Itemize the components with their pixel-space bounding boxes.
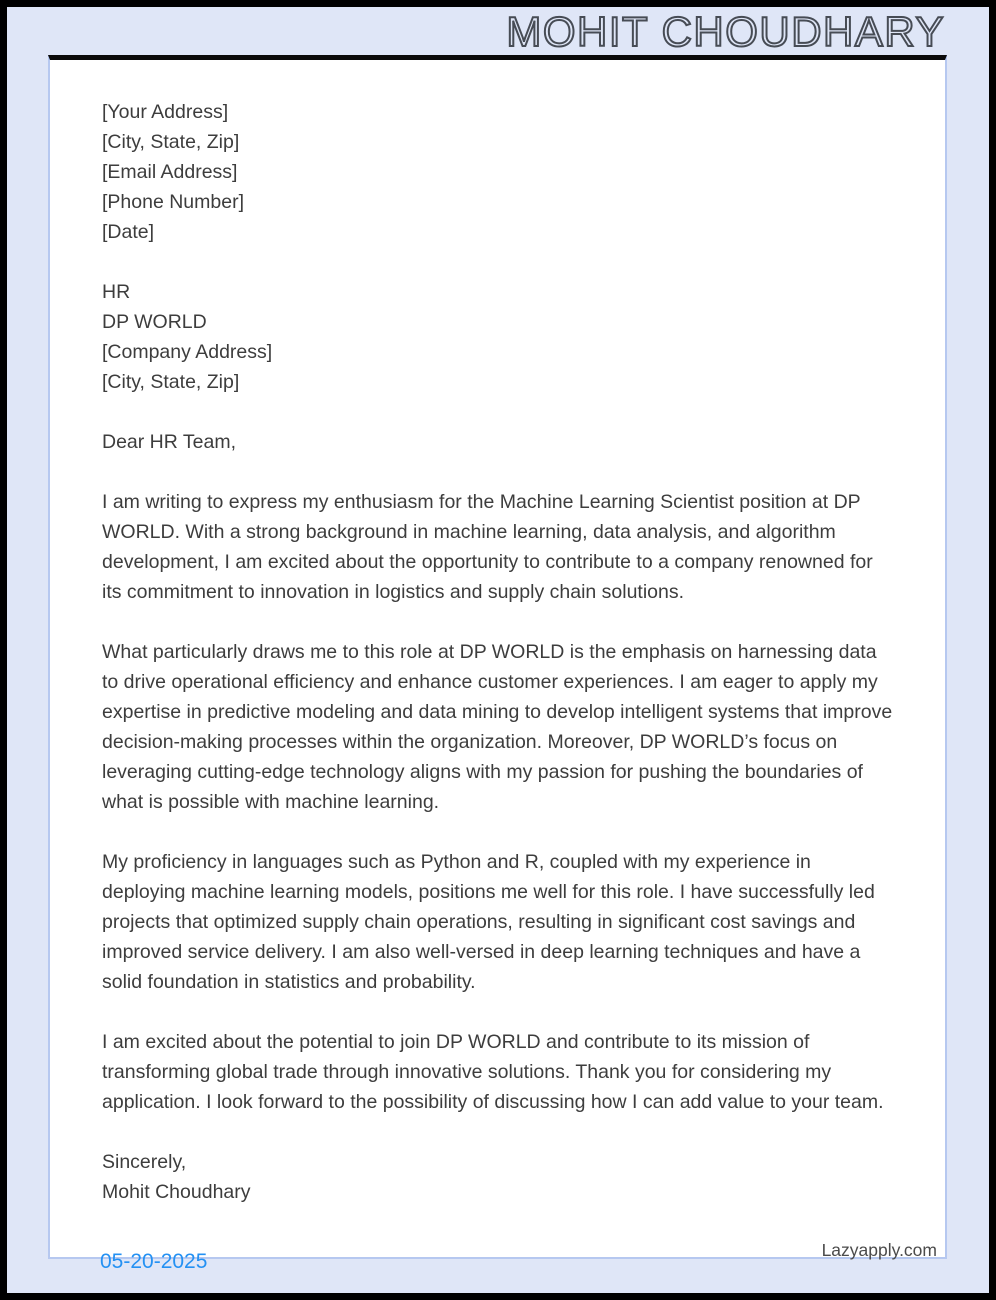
letter-date: 05-20-2025 [100, 1250, 208, 1273]
body-paragraph: I am writing to express my enthusiasm for the Machine Learning Scientist position at DP WORLD. With a strong background in machine learning, data analysis, and algorithm development, I am excited about the opportunity to contribute to a company renowned for its commitment to innovation in logistics and supply chain solutions. [102, 491, 873, 603]
sender-address-line: [Date] [102, 221, 155, 243]
spacer [102, 397, 893, 427]
spacer [102, 247, 893, 277]
letter-paper [48, 55, 947, 1259]
body-paragraph: I am excited about the potential to join DP WORLD and contribute to its mission of transforming global trade through innovative solutions. Thank you for considering my application. I look forward to the possibility of discussing how I can add value to your team. [102, 1031, 884, 1113]
closing-line: Sincerely, [102, 1151, 187, 1173]
body-paragraph: What particularly draws me to this role at DP WORLD is the emphasis on harnessing data to drive operational efficiency and enhance customer experiences. I am eager to apply my expertise in predictive modeling and data mining to develop intelligent systems that improve decision-making processes within the organization. Moreover, DP WORLD’s focus on leveraging cutting-edge technology aligns with my passion for pushing the boundaries of what is possible with machine learning. [102, 641, 893, 813]
header-candidate-name: MOHIT CHOUDHARY [506, 8, 945, 55]
recipient-line: [Company Address] [102, 341, 273, 363]
sender-address-line: [Email Address] [102, 161, 238, 183]
recipient-line: HR [102, 281, 131, 303]
recipient-address-block [102, 277, 893, 397]
lazyapply-watermark: Lazyapply.com [821, 1240, 937, 1260]
spacer [102, 1117, 893, 1147]
recipient-line: [City, State, Zip] [102, 371, 240, 393]
sender-address-line: [City, State, Zip] [102, 131, 240, 153]
body-paragraph: My proficiency in languages such as Python and R, coupled with my experience in deploying machine learning models, positions me well for this role. I have successfully led projects that optimized supply chain operations, resulting in significant cost savings and improved service delivery. I am also well-versed in deep learning techniques and have a solid foundation in statistics and probability. [102, 851, 875, 993]
sender-address-line: [Your Address] [102, 101, 229, 123]
sender-address-block [102, 97, 893, 247]
recipient-line: DP WORLD [102, 311, 207, 333]
greeting: Dear HR Team, [102, 431, 237, 453]
signature-name: Mohit Choudhary [102, 1181, 251, 1203]
sender-address-line: [Phone Number] [102, 191, 244, 213]
signature-block [102, 1147, 893, 1207]
letter-background [7, 7, 989, 1293]
